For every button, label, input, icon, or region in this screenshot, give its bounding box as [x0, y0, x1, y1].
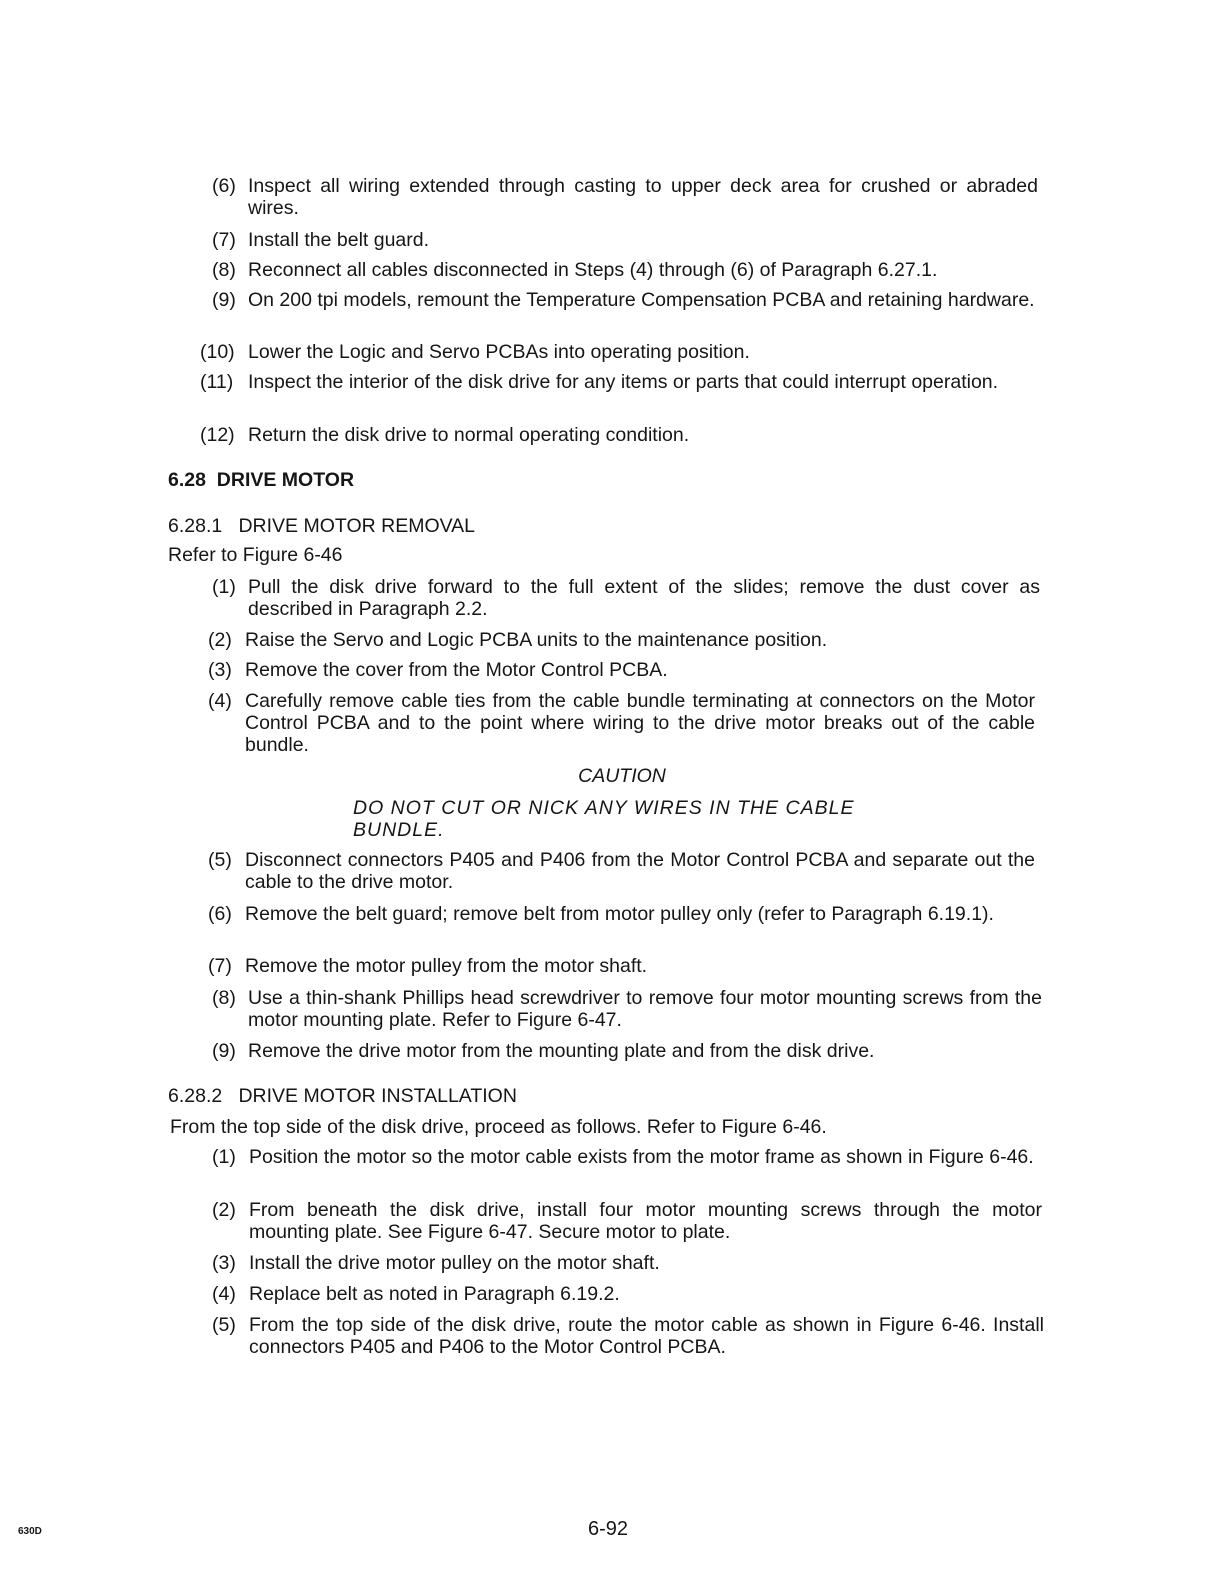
item-number: (1) [212, 1146, 236, 1168]
list-item [0, 424, 1224, 446]
item-number: (10) [200, 341, 235, 363]
list-item [0, 341, 1224, 363]
item-number: (5) [212, 1314, 236, 1336]
item-text: Remove the cover from the Motor Control PCBA. [245, 659, 668, 681]
list-item [0, 690, 1224, 756]
item-number: (9) [212, 1040, 236, 1062]
list-item [0, 1283, 1224, 1305]
document-code: 630D [18, 1526, 42, 1537]
subsection-heading-removal: 6.28.1 DRIVE MOTOR REMOVAL [168, 515, 476, 537]
list-item [0, 175, 1224, 219]
list-item [0, 849, 1224, 893]
item-number: (5) [208, 849, 232, 871]
item-number: (7) [212, 229, 236, 251]
item-text: Remove the drive motor from the mounting plate and from the disk drive. [248, 1040, 875, 1062]
list-item [0, 1252, 1224, 1274]
item-number: (11) [200, 371, 234, 393]
item-number: (6) [212, 175, 236, 197]
section-number: 6.28 [168, 469, 206, 491]
list-item [0, 903, 1224, 947]
item-number: (4) [212, 1283, 236, 1305]
item-text: Inspect the interior of the disk drive for any items or parts that could interrupt operation. [248, 371, 999, 393]
item-number: (7) [208, 955, 232, 977]
item-number: (2) [212, 1199, 236, 1221]
item-text: Pull the disk drive forward to the full extent of the slides; remove the dust cover as described in Paragraph 2.2. [248, 576, 1040, 620]
item-text: From beneath the disk drive, install four motor mounting screws through the motor mounting plate. See Figure 6-47. Secure motor to plate. [249, 1199, 1042, 1243]
item-text: Raise the Servo and Logic PCBA units to the maintenance position. [245, 629, 828, 651]
item-text: On 200 tpi models, remount the Temperature Compensation PCBA and retaining hardware. [248, 289, 1035, 311]
caution-text: DO NOT CUT OR NICK ANY WIRES IN THE CABLE BUNDLE. [353, 797, 855, 841]
item-text: Carefully remove cable ties from the cable bundle terminating at connectors on the Motor Control PCBA and to the point where wiring to the drive motor breaks out of the cable bundle. [245, 690, 1035, 756]
caution-title: CAUTION [578, 765, 666, 787]
item-text: Position the motor so the motor cable exists from the motor frame as shown in Figure 6-46. [249, 1146, 1034, 1168]
subsection-heading-installation: 6.28.2 DRIVE MOTOR INSTALLATION [168, 1085, 517, 1107]
item-text: From the top side of the disk drive, route the motor cable as shown in Figure 6-46. Install connectors P405 and P406 to the Motor Control PCBA. [249, 1314, 1044, 1358]
list-item [0, 371, 1224, 415]
item-text: Replace belt as noted in Paragraph 6.19.2. [249, 1283, 620, 1305]
item-text: Inspect all wiring extended through casting to upper deck area for crushed or abraded wires. [248, 175, 1038, 219]
list-item [0, 629, 1224, 651]
item-number: (1) [212, 576, 236, 598]
item-text: Lower the Logic and Servo PCBAs into operating position. [248, 341, 750, 363]
list-item [0, 229, 1224, 251]
item-number: (12) [200, 424, 235, 446]
item-text: Use a thin-shank Phillips head screwdriver to remove four motor mounting screws from the motor mounting plate. Refer to Figure 6-47. [248, 987, 1042, 1031]
list-item [0, 955, 1224, 977]
item-number: (8) [212, 259, 236, 281]
list-item [0, 1040, 1224, 1062]
list-item [0, 576, 1224, 620]
section-heading [168, 469, 354, 491]
list-item [0, 259, 1224, 281]
list-item [0, 987, 1224, 1031]
item-number: (8) [212, 987, 236, 1009]
item-number: (3) [212, 1252, 236, 1274]
item-text: Install the belt guard. [248, 229, 430, 251]
item-text: Disconnect connectors P405 and P406 from the Motor Control PCBA and separate out the cable to the drive motor. [245, 849, 1035, 893]
item-text: Reconnect all cables disconnected in Steps (4) through (6) of Paragraph 6.27.1. [248, 259, 938, 281]
item-number: (9) [212, 289, 236, 311]
list-item [0, 1199, 1224, 1243]
installation-intro: From the top side of the disk drive, proceed as follows. Refer to Figure 6-46. [170, 1116, 827, 1138]
item-text: Remove the belt guard; remove belt from motor pulley only (refer to Paragraph 6.19.1). [245, 903, 994, 925]
item-number: (2) [208, 629, 232, 651]
removal-intro: Refer to Figure 6-46 [168, 544, 343, 566]
item-number: (4) [208, 690, 232, 712]
page-number: 6-92 [588, 1518, 629, 1540]
item-text: Remove the motor pulley from the motor shaft. [245, 955, 648, 977]
list-item [0, 289, 1224, 333]
list-item [0, 659, 1224, 681]
item-text: Install the drive motor pulley on the motor shaft. [249, 1252, 660, 1274]
item-text: Return the disk drive to normal operating condition. [248, 424, 690, 446]
list-item [0, 1314, 1224, 1358]
item-number: (3) [208, 659, 232, 681]
list-item [0, 1146, 1224, 1190]
section-title: DRIVE MOTOR [216, 469, 355, 491]
item-number: (6) [208, 903, 232, 925]
